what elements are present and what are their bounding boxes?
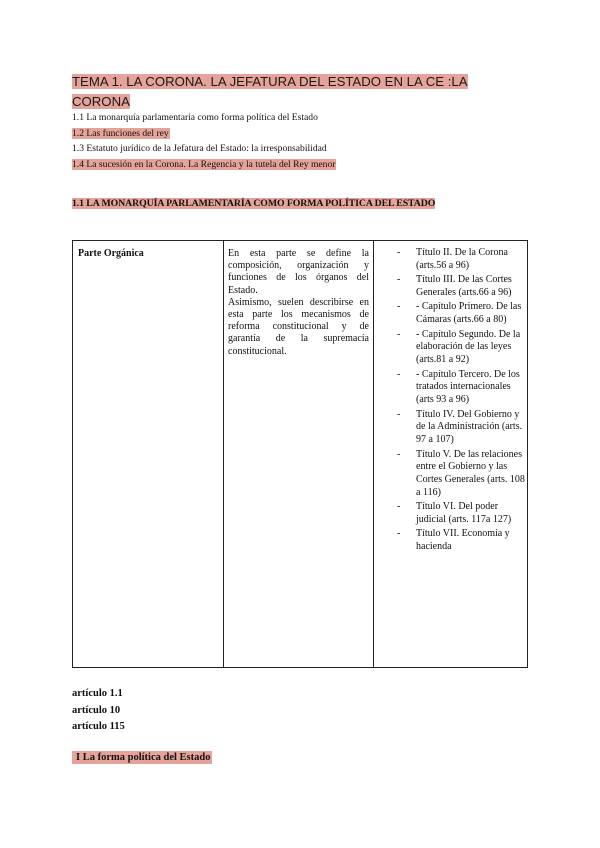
toc-item-text: 1.2 Las funciones del rey: [72, 127, 169, 139]
title-line-1: TEMA 1. LA CORONA. LA JEFATURA DEL ESTADO EN LA CE :LA: [72, 74, 468, 89]
list-item-text: Título VII. Economía y hacienda: [416, 528, 510, 553]
article-reference: artículo 115: [72, 721, 125, 732]
table-cell-part-label: [73, 241, 224, 667]
list-item-text: Título VI. Del poder judicial (arts. 117a 127): [416, 501, 512, 526]
list-item-text: Título III. De las Cortes Generales (arts.66 a 96): [416, 274, 512, 298]
dash-bullet: -: [397, 368, 401, 380]
list-item: [380, 247, 525, 273]
constitution-table: [72, 240, 528, 668]
titles-list: [380, 247, 525, 554]
toc-item: [72, 110, 532, 126]
table-cell-titles: [374, 241, 529, 667]
article-reference: artículo 10: [72, 704, 121, 716]
document-title: [72, 72, 512, 112]
toc-item: [72, 126, 532, 142]
toc-item-text: 1.1 La monarquía parlamentaria como forma política del Estado: [72, 112, 318, 123]
title-line-2: CORONA: [72, 94, 130, 109]
list-item: [380, 528, 525, 554]
dash-bullet: -: [397, 274, 401, 286]
list-item: [380, 274, 525, 300]
dash-bullet: -: [397, 448, 401, 460]
dash-bullet: -: [397, 301, 401, 313]
table-of-contents: [72, 110, 532, 172]
toc-item: [72, 157, 532, 173]
articles-list: [72, 686, 125, 736]
list-item: [380, 409, 525, 447]
list-item-text: - Capítulo Tercero. De los tratados internacionales (arts 93 a 96): [416, 368, 520, 406]
list-item-text: Título IV. Del Gobierno y de la Administración (arts. 97 a 107): [416, 408, 523, 446]
dash-bullet: -: [397, 528, 401, 540]
list-item-text: - Capítulo Segundo. De la elaboración de las leyes (arts.81 a 92): [416, 328, 521, 366]
article-reference: artículo 1.1: [72, 688, 123, 699]
section-heading: 1.1 LA MONARQUÍA PARLAMENTARÍA COMO FORMA POLÍTICA DEL ESTADO: [72, 198, 436, 209]
list-item: [380, 301, 525, 327]
toc-item: [72, 141, 532, 157]
list-item-text: - Capítulo Primero. De las Cámaras (arts.66 a 80): [416, 301, 522, 326]
list-item: [380, 369, 525, 407]
list-item-text: Título II. De la Corona (arts.56 a 96): [416, 247, 508, 271]
list-item-text: Título V. De las relaciones entre el Gobierno y las Cortes Generales (arts. 108 a 116): [416, 448, 525, 498]
dash-bullet: -: [397, 247, 401, 258]
description-paragraph: Asimismo, suelen describirse en esta parte los mecanismos de reforma constitucional y de garantía de la supremacía constitucional.: [228, 296, 369, 357]
dash-bullet: -: [397, 328, 401, 340]
dash-bullet: -: [397, 408, 401, 420]
sub-heading: [72, 750, 212, 766]
description-paragraph: En esta parte se define la composición, organización y funciones de los órganos del Estado.: [228, 248, 369, 296]
list-item: [380, 329, 525, 367]
list-item: [380, 449, 525, 500]
toc-item-text: 1.4 La sucesión en la Corona. La Regencia y la tutela del Rey menor: [72, 158, 336, 170]
dash-bullet: -: [397, 501, 401, 513]
part-label: Parte Orgánica: [78, 248, 144, 259]
list-item: [380, 501, 525, 527]
sub-heading-text: I La forma política del Estado: [72, 751, 212, 764]
table-cell-description: [224, 241, 374, 667]
toc-item-text: 1.3 Estatuto jurídico de la Jefatura del Estado: la irresponsabilidad: [72, 143, 327, 154]
